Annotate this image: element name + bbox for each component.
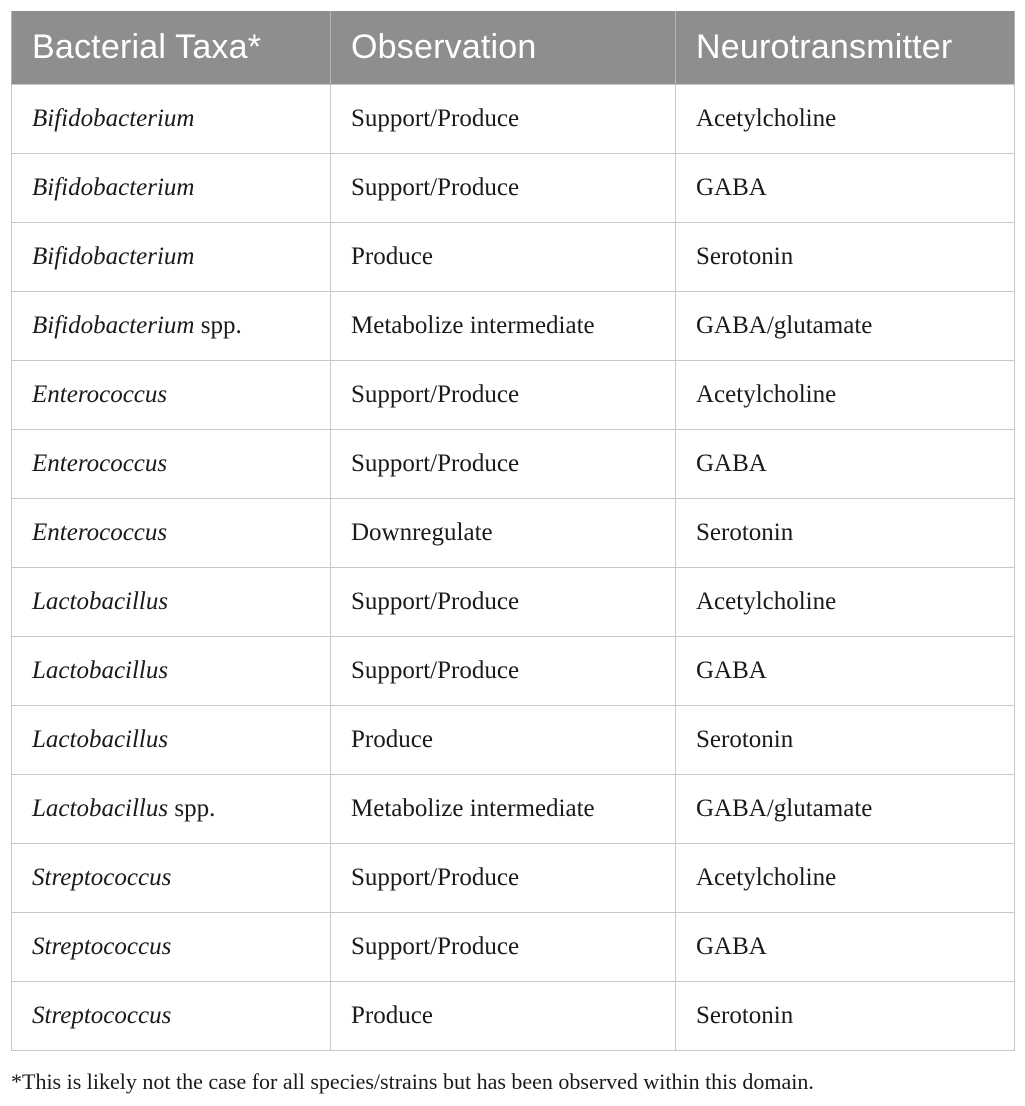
genus-name: Lactobacillus	[32, 657, 169, 684]
table-row	[12, 913, 1015, 982]
genus-name: Enterococcus	[32, 519, 168, 546]
genus-name: Lactobacillus	[32, 795, 169, 822]
genus-name: Streptococcus	[32, 1002, 172, 1029]
cell-observation: Support/Produce	[331, 568, 676, 637]
table-row	[12, 844, 1015, 913]
cell-neurotransmitter: Serotonin	[676, 706, 1015, 775]
cell-bacterial-taxa	[12, 844, 331, 913]
cell-observation: Support/Produce	[331, 430, 676, 499]
genus-name: Bifidobacterium	[32, 105, 195, 132]
table-row	[12, 223, 1015, 292]
cell-neurotransmitter: GABA	[676, 913, 1015, 982]
genus-name: Bifidobacterium	[32, 174, 195, 201]
cell-neurotransmitter: Acetylcholine	[676, 844, 1015, 913]
taxa-suffix: spp.	[194, 312, 242, 339]
table-row	[12, 568, 1015, 637]
taxa-suffix: spp.	[168, 795, 216, 822]
data-table-container	[11, 11, 1014, 1051]
cell-bacterial-taxa	[12, 913, 331, 982]
table-row	[12, 499, 1015, 568]
table-row	[12, 361, 1015, 430]
cell-neurotransmitter: GABA	[676, 637, 1015, 706]
cell-bacterial-taxa	[12, 706, 331, 775]
genus-name: Bifidobacterium	[32, 312, 195, 339]
cell-neurotransmitter: Acetylcholine	[676, 568, 1015, 637]
table-row	[12, 637, 1015, 706]
cell-bacterial-taxa	[12, 223, 331, 292]
table-row	[12, 775, 1015, 844]
cell-bacterial-taxa	[12, 982, 331, 1051]
cell-bacterial-taxa	[12, 499, 331, 568]
cell-observation: Support/Produce	[331, 844, 676, 913]
cell-observation: Produce	[331, 706, 676, 775]
genus-name: Enterococcus	[32, 450, 168, 477]
cell-bacterial-taxa	[12, 154, 331, 223]
cell-neurotransmitter: GABA	[676, 430, 1015, 499]
cell-observation: Downregulate	[331, 499, 676, 568]
cell-neurotransmitter: GABA/glutamate	[676, 292, 1015, 361]
table-row	[12, 430, 1015, 499]
cell-neurotransmitter: Acetylcholine	[676, 85, 1015, 154]
genus-name: Streptococcus	[32, 933, 172, 960]
cell-neurotransmitter: GABA	[676, 154, 1015, 223]
cell-neurotransmitter: Acetylcholine	[676, 361, 1015, 430]
cell-neurotransmitter: GABA/glutamate	[676, 775, 1015, 844]
table-row	[12, 982, 1015, 1051]
header-bacterial-taxa: Bacterial Taxa*	[12, 11, 331, 85]
cell-bacterial-taxa	[12, 568, 331, 637]
genus-name: Lactobacillus	[32, 726, 169, 753]
cell-bacterial-taxa	[12, 292, 331, 361]
header-neurotransmitter: Neurotransmitter	[676, 11, 1015, 85]
genus-name: Bifidobacterium	[32, 243, 195, 270]
neurotransmitter-table	[11, 11, 1015, 1051]
table-body	[12, 85, 1015, 1051]
genus-name: Enterococcus	[32, 381, 168, 408]
cell-observation: Produce	[331, 982, 676, 1051]
table-row	[12, 706, 1015, 775]
cell-observation: Support/Produce	[331, 913, 676, 982]
cell-bacterial-taxa	[12, 361, 331, 430]
cell-neurotransmitter: Serotonin	[676, 223, 1015, 292]
cell-observation: Support/Produce	[331, 361, 676, 430]
cell-observation: Support/Produce	[331, 85, 676, 154]
header-observation: Observation	[331, 11, 676, 85]
cell-observation: Metabolize intermediate	[331, 775, 676, 844]
cell-observation: Metabolize intermediate	[331, 292, 676, 361]
table-footnote: *This is likely not the case for all species/strains but has been observed within this domain.	[11, 1069, 814, 1094]
cell-observation: Support/Produce	[331, 154, 676, 223]
cell-bacterial-taxa	[12, 637, 331, 706]
cell-bacterial-taxa	[12, 775, 331, 844]
cell-bacterial-taxa	[12, 85, 331, 154]
table-header	[12, 11, 1015, 85]
cell-neurotransmitter: Serotonin	[676, 982, 1015, 1051]
cell-bacterial-taxa	[12, 430, 331, 499]
cell-observation: Produce	[331, 223, 676, 292]
cell-observation: Support/Produce	[331, 637, 676, 706]
genus-name: Streptococcus	[32, 864, 172, 891]
header-row	[12, 11, 1015, 85]
table-row	[12, 292, 1015, 361]
cell-neurotransmitter: Serotonin	[676, 499, 1015, 568]
table-row	[12, 154, 1015, 223]
table-row	[12, 85, 1015, 154]
genus-name: Lactobacillus	[32, 588, 169, 615]
